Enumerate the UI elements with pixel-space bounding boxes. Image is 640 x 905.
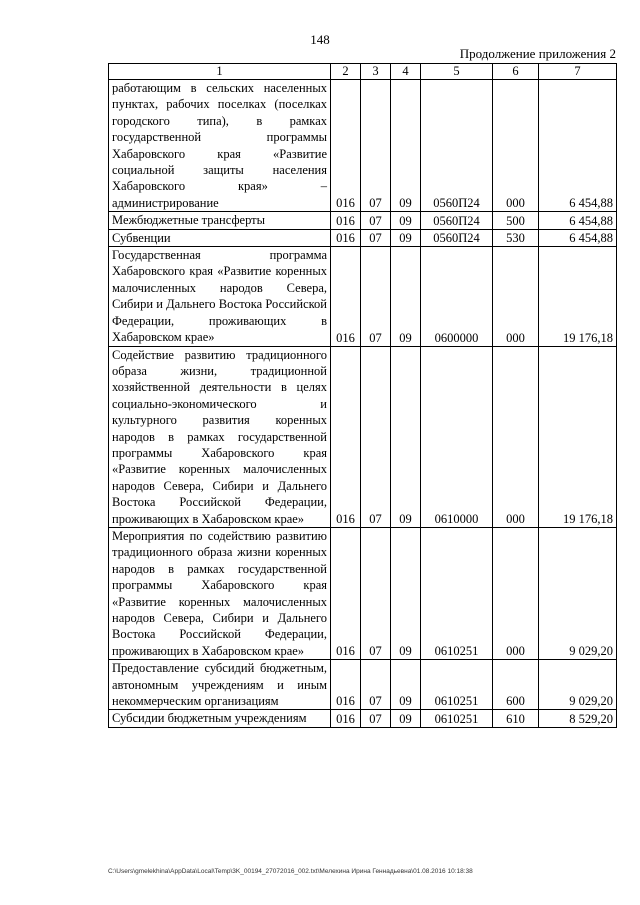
row-name: Предоставление субсидий бюджетным, автономным учреждениям и иным некоммерческим организациям — [109, 660, 331, 710]
row-name: Субсидии бюджетным учреждениям — [109, 710, 331, 727]
cell-section: 07 — [361, 247, 391, 346]
cell-ministry: 016 — [331, 346, 361, 527]
table-row — [109, 710, 617, 727]
cell-subsection: 09 — [391, 710, 421, 727]
column-header: 1 — [109, 64, 331, 80]
cell-amount: 9 029,20 — [539, 660, 617, 710]
cell-amount: 19 176,18 — [539, 247, 617, 346]
row-name: работающим в сельских населенных пунктах, рабочих поселках (поселках городского типа), в рамках государственной программы Хабаровского края «Развитие социальной защиты населения Хабаровского края» – администрирование — [109, 80, 331, 212]
table-row — [109, 229, 617, 246]
cell-ministry: 016 — [331, 80, 361, 212]
cell-ministry: 016 — [331, 229, 361, 246]
row-name: Субвенции — [109, 229, 331, 246]
column-header: 5 — [421, 64, 493, 80]
cell-amount: 19 176,18 — [539, 346, 617, 527]
table-row — [109, 212, 617, 229]
row-name: Мероприятия по содействию развитию традиционного образа жизни коренных народов в рамках государственной программы Хабаровского края «Развитие коренных малочисленных народов Севера, Сибири и Дальнего Востока Российской Федерации, проживающих в Хабаровском крае» — [109, 527, 331, 659]
cell-ministry: 016 — [331, 247, 361, 346]
cell-amount: 8 529,20 — [539, 710, 617, 727]
cell-expense-type: 000 — [493, 80, 539, 212]
cell-target-code: 0600000 — [421, 247, 493, 346]
column-header: 6 — [493, 64, 539, 80]
cell-subsection: 09 — [391, 660, 421, 710]
cell-section: 07 — [361, 710, 391, 727]
cell-ministry: 016 — [331, 710, 361, 727]
table-row — [109, 660, 617, 710]
budget-table — [108, 63, 617, 728]
cell-section: 07 — [361, 660, 391, 710]
cell-expense-type: 500 — [493, 212, 539, 229]
cell-target-code: 0610000 — [421, 346, 493, 527]
row-name: Государственная программа Хабаровского края «Развитие коренных малочисленных народов Севера, Сибири и Дальнего Востока Российской Федерации, проживающих в Хабаровском крае» — [109, 247, 331, 346]
column-header: 2 — [331, 64, 361, 80]
cell-section: 07 — [361, 80, 391, 212]
continuation-label: Продолжение приложения 2 — [459, 46, 616, 61]
column-header: 7 — [539, 64, 617, 80]
table-header-row — [109, 64, 617, 80]
cell-expense-type: 000 — [493, 247, 539, 346]
cell-subsection: 09 — [391, 346, 421, 527]
cell-ministry: 016 — [331, 212, 361, 229]
cell-subsection: 09 — [391, 212, 421, 229]
cell-expense-type: 530 — [493, 229, 539, 246]
row-name: Межбюджетные трансферты — [109, 212, 331, 229]
cell-subsection: 09 — [391, 229, 421, 246]
cell-ministry: 016 — [331, 527, 361, 659]
cell-expense-type: 610 — [493, 710, 539, 727]
cell-subsection: 09 — [391, 247, 421, 346]
cell-expense-type: 000 — [493, 527, 539, 659]
cell-ministry: 016 — [331, 660, 361, 710]
column-header: 4 — [391, 64, 421, 80]
cell-amount: 9 029,20 — [539, 527, 617, 659]
cell-subsection: 09 — [391, 527, 421, 659]
cell-expense-type: 600 — [493, 660, 539, 710]
cell-amount: 6 454,88 — [539, 229, 617, 246]
column-header: 3 — [361, 64, 391, 80]
cell-target-code: 0610251 — [421, 710, 493, 727]
cell-section: 07 — [361, 212, 391, 229]
table-row — [109, 80, 617, 212]
cell-section: 07 — [361, 346, 391, 527]
cell-expense-type: 000 — [493, 346, 539, 527]
table-row — [109, 527, 617, 659]
row-name: Содействие развитию традиционного образа жизни, традиционной хозяйственной деятельности в целях социально-экономического и культурного развития коренных народов в рамках государственной программы Хабаровского края «Развитие коренных малочисленных народов Севера, Сибири и Дальнего Востока Российской Федерации, проживающих в Хабаровском крае» — [109, 346, 331, 527]
cell-section: 07 — [361, 527, 391, 659]
cell-subsection: 09 — [391, 80, 421, 212]
table-row — [109, 247, 617, 346]
cell-target-code: 0560П24 — [421, 80, 493, 212]
cell-section: 07 — [361, 229, 391, 246]
cell-amount: 6 454,88 — [539, 80, 617, 212]
table-row — [109, 346, 617, 527]
cell-target-code: 0560П24 — [421, 229, 493, 246]
cell-target-code: 0560П24 — [421, 212, 493, 229]
cell-amount: 6 454,88 — [539, 212, 617, 229]
page-number: 148 — [310, 32, 330, 47]
footer-file-path: C:\Users\gmelekhina\AppData\Local\Temp\3K_00194_27072016_002.txt\Мелехина Ирина Геннадьевна\01.08.2016 10:18:38 — [108, 868, 473, 875]
cell-target-code: 0610251 — [421, 660, 493, 710]
cell-target-code: 0610251 — [421, 527, 493, 659]
